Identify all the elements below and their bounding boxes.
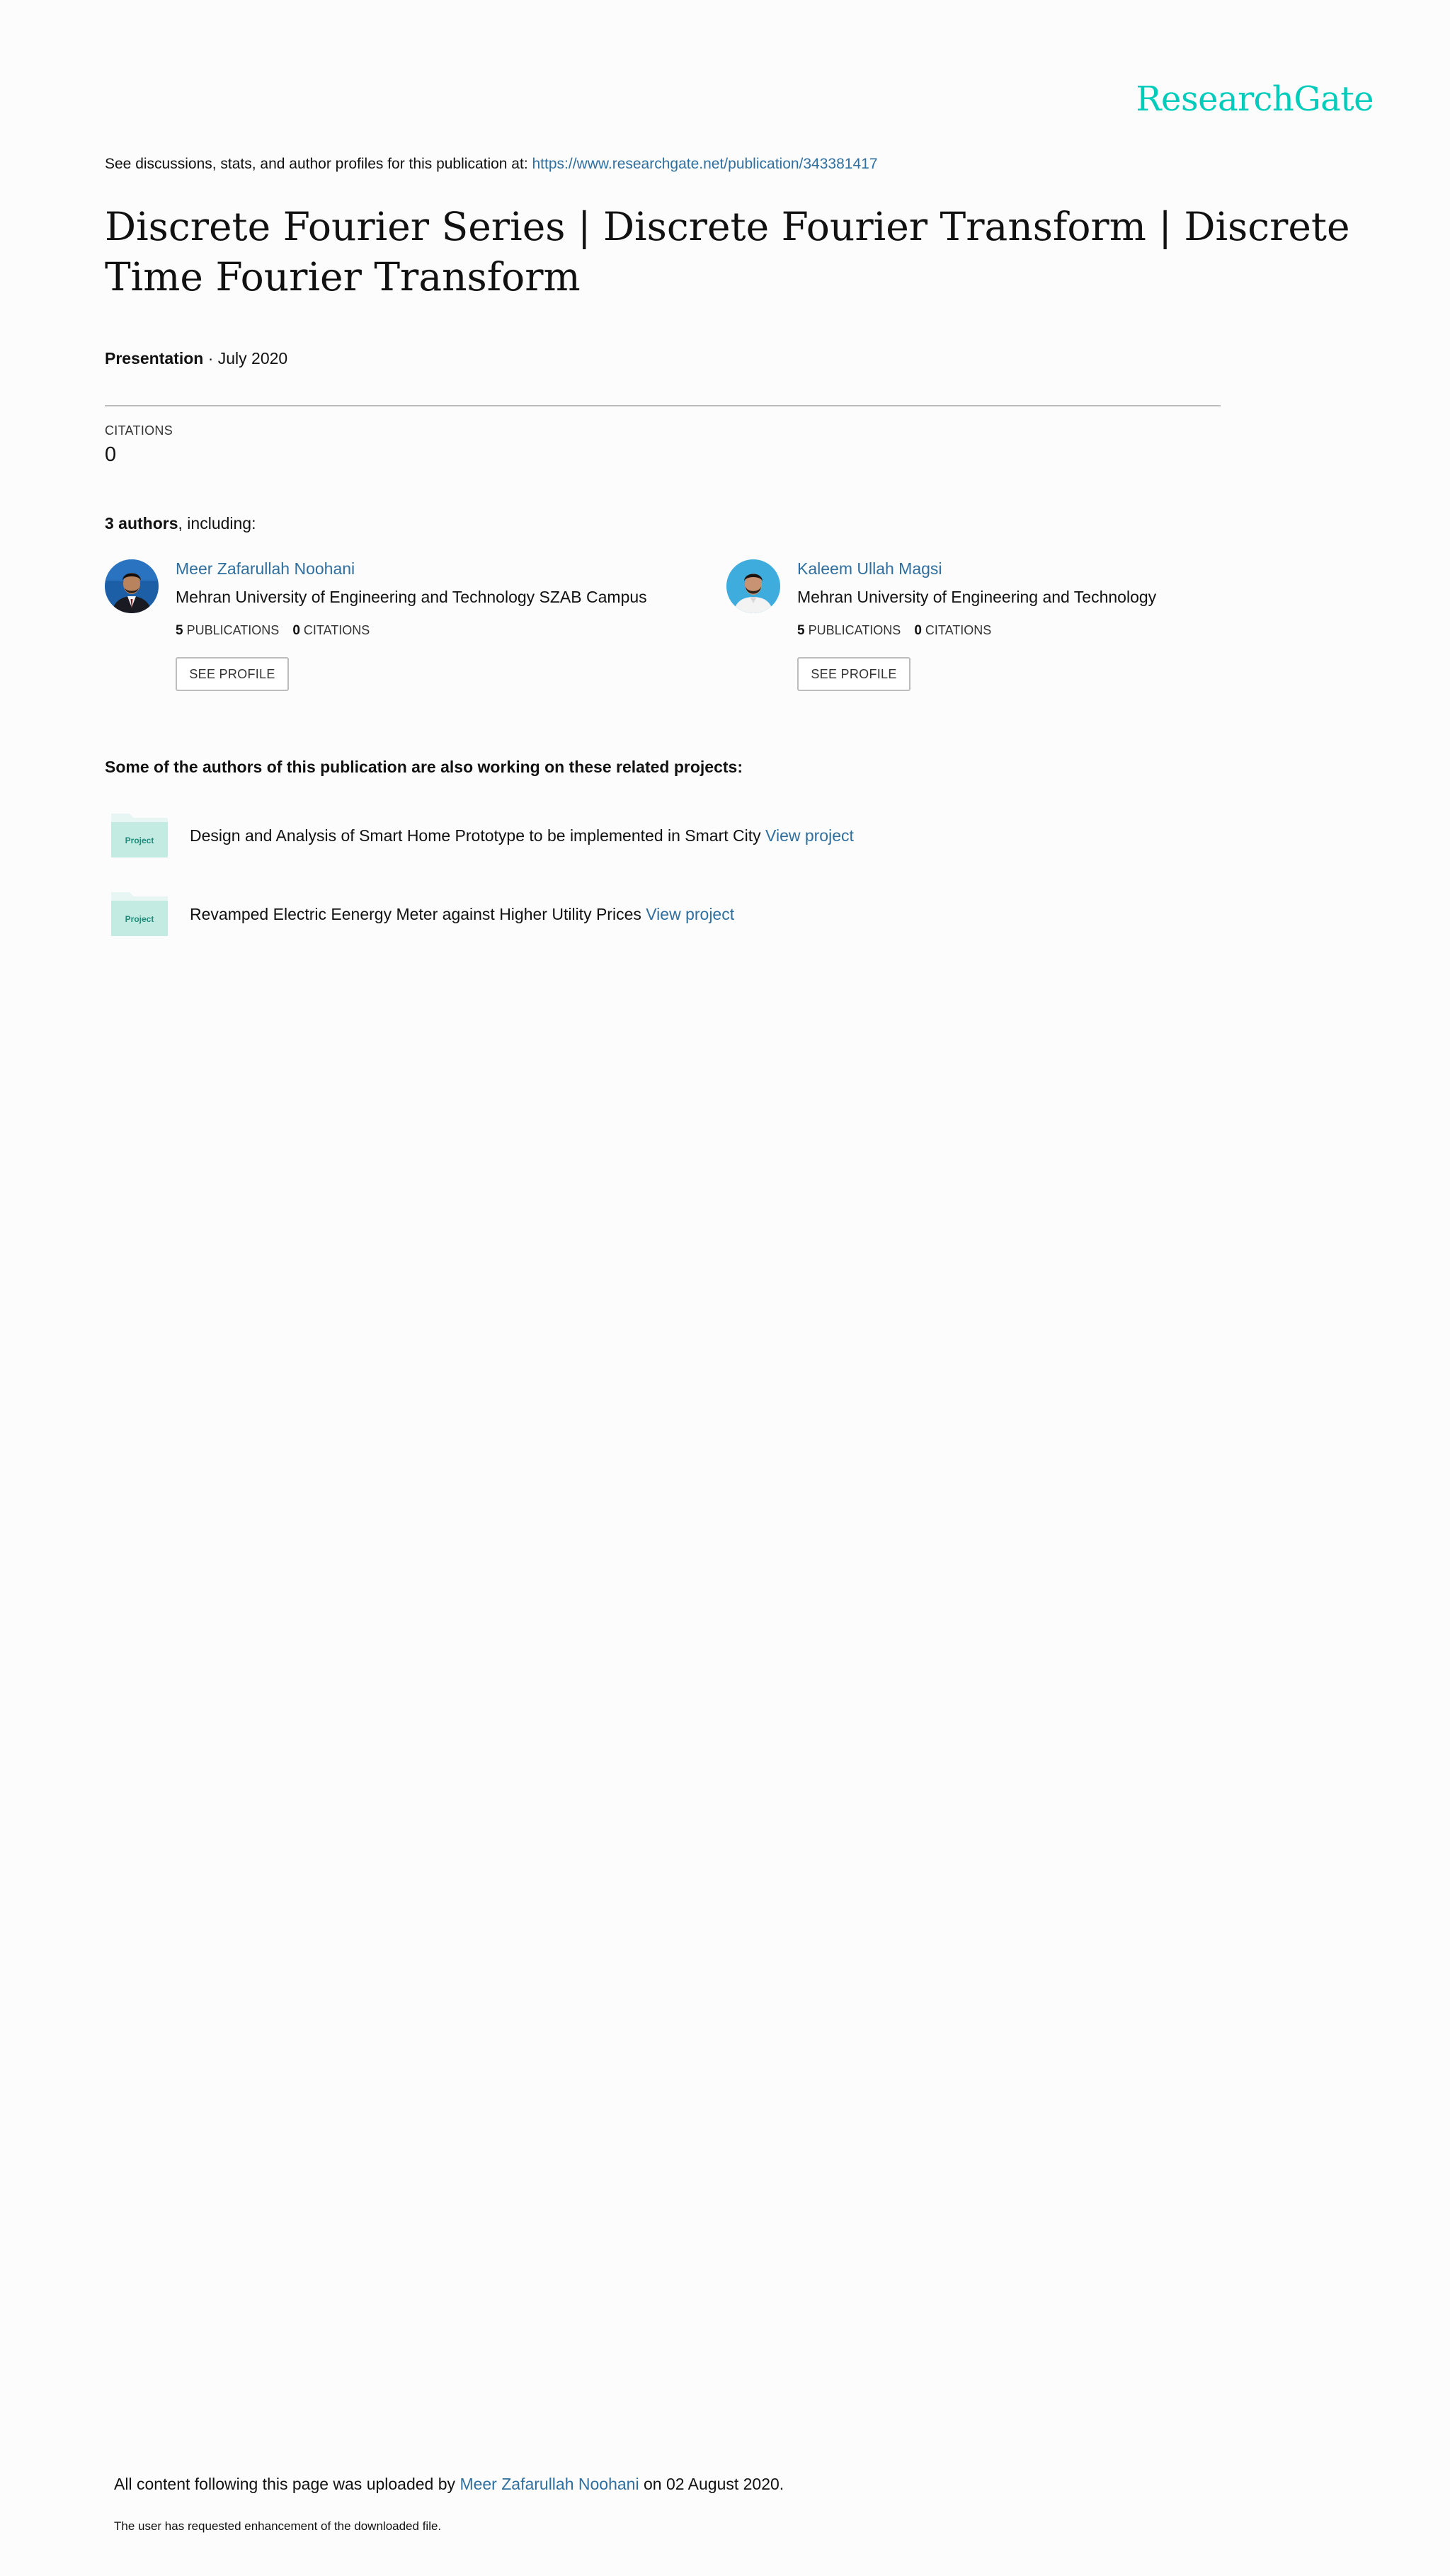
related-projects-heading: Some of the authors of this publication are also working on these related projects: (105, 758, 743, 776)
citations-count: 0 (105, 443, 117, 466)
uploaded-prefix: All content following this page was uploaded by (114, 2475, 460, 2493)
publication-title: Discrete Fourier Series | Discrete Fourier Transform | Discrete Time Fourier Transform (105, 204, 1350, 300)
author-card (105, 559, 657, 701)
author-affiliation: Mehran University of Engineering and Technology SZAB Campus (176, 588, 647, 606)
uploaded-by-line (114, 2475, 784, 2494)
researchgate-logo[interactable]: ResearchGate (1136, 79, 1374, 119)
avatar[interactable] (726, 559, 780, 613)
folder-label: Project (125, 836, 154, 845)
uploaded-suffix: on 02 August 2020. (639, 2475, 784, 2493)
folder-label: Project (125, 914, 154, 924)
publication-date: · July 2020 (203, 349, 288, 367)
project-folder-icon (110, 811, 169, 859)
author-stats (797, 623, 991, 639)
discussion-line (105, 156, 878, 173)
see-profile-button[interactable]: SEE PROFILE (176, 657, 289, 691)
project-text (190, 826, 854, 845)
avatar[interactable] (105, 559, 159, 613)
avatar-photo-icon (726, 559, 780, 613)
authors-summary (105, 514, 256, 533)
publications-label: PUBLICATIONS (808, 623, 901, 637)
authors-suffix: , including: (178, 514, 256, 532)
enhancement-note: The user has requested enhancement of the downloaded file. (114, 2519, 442, 2533)
uploader-link[interactable]: Meer Zafarullah Noohani (459, 2475, 639, 2493)
author-citations-label: CITATIONS (925, 623, 992, 637)
author-name-link[interactable]: Kaleem Ullah Magsi (797, 559, 942, 578)
author-affiliation: Mehran University of Engineering and Technology (797, 588, 1157, 606)
project-title: Revamped Electric Eenergy Meter against Higher Utility Prices (190, 905, 646, 923)
project-title: Design and Analysis of Smart Home Prototype to be implemented in Smart City (190, 826, 766, 845)
publications-label: PUBLICATIONS (186, 623, 280, 637)
discussion-text: See discussions, stats, and author profiles for this publication at: (105, 156, 532, 172)
see-profile-button[interactable]: SEE PROFILE (797, 657, 910, 691)
author-citations-count: 0 (914, 623, 922, 638)
publication-type-line (105, 349, 287, 368)
avatar-photo-icon (105, 559, 159, 613)
publications-count: 5 (797, 623, 805, 638)
project-folder-icon (110, 889, 169, 937)
author-stats (176, 623, 370, 639)
author-card (726, 559, 1279, 701)
publication-url-link[interactable]: https://www.researchgate.net/publication/343381417 (532, 156, 878, 172)
project-text (190, 905, 734, 924)
author-citations-label: CITATIONS (303, 623, 370, 637)
project-item (110, 811, 1313, 860)
view-project-link[interactable]: View project (646, 905, 735, 923)
divider (105, 405, 1221, 406)
publications-count: 5 (176, 623, 183, 638)
citations-label: CITATIONS (105, 423, 173, 438)
author-name-link[interactable]: Meer Zafarullah Noohani (176, 559, 355, 578)
publication-type: Presentation (105, 349, 204, 367)
view-project-link[interactable]: View project (765, 826, 854, 845)
author-citations-count: 0 (292, 623, 300, 638)
authors-count: 3 authors (105, 514, 178, 532)
project-item (110, 889, 1313, 939)
